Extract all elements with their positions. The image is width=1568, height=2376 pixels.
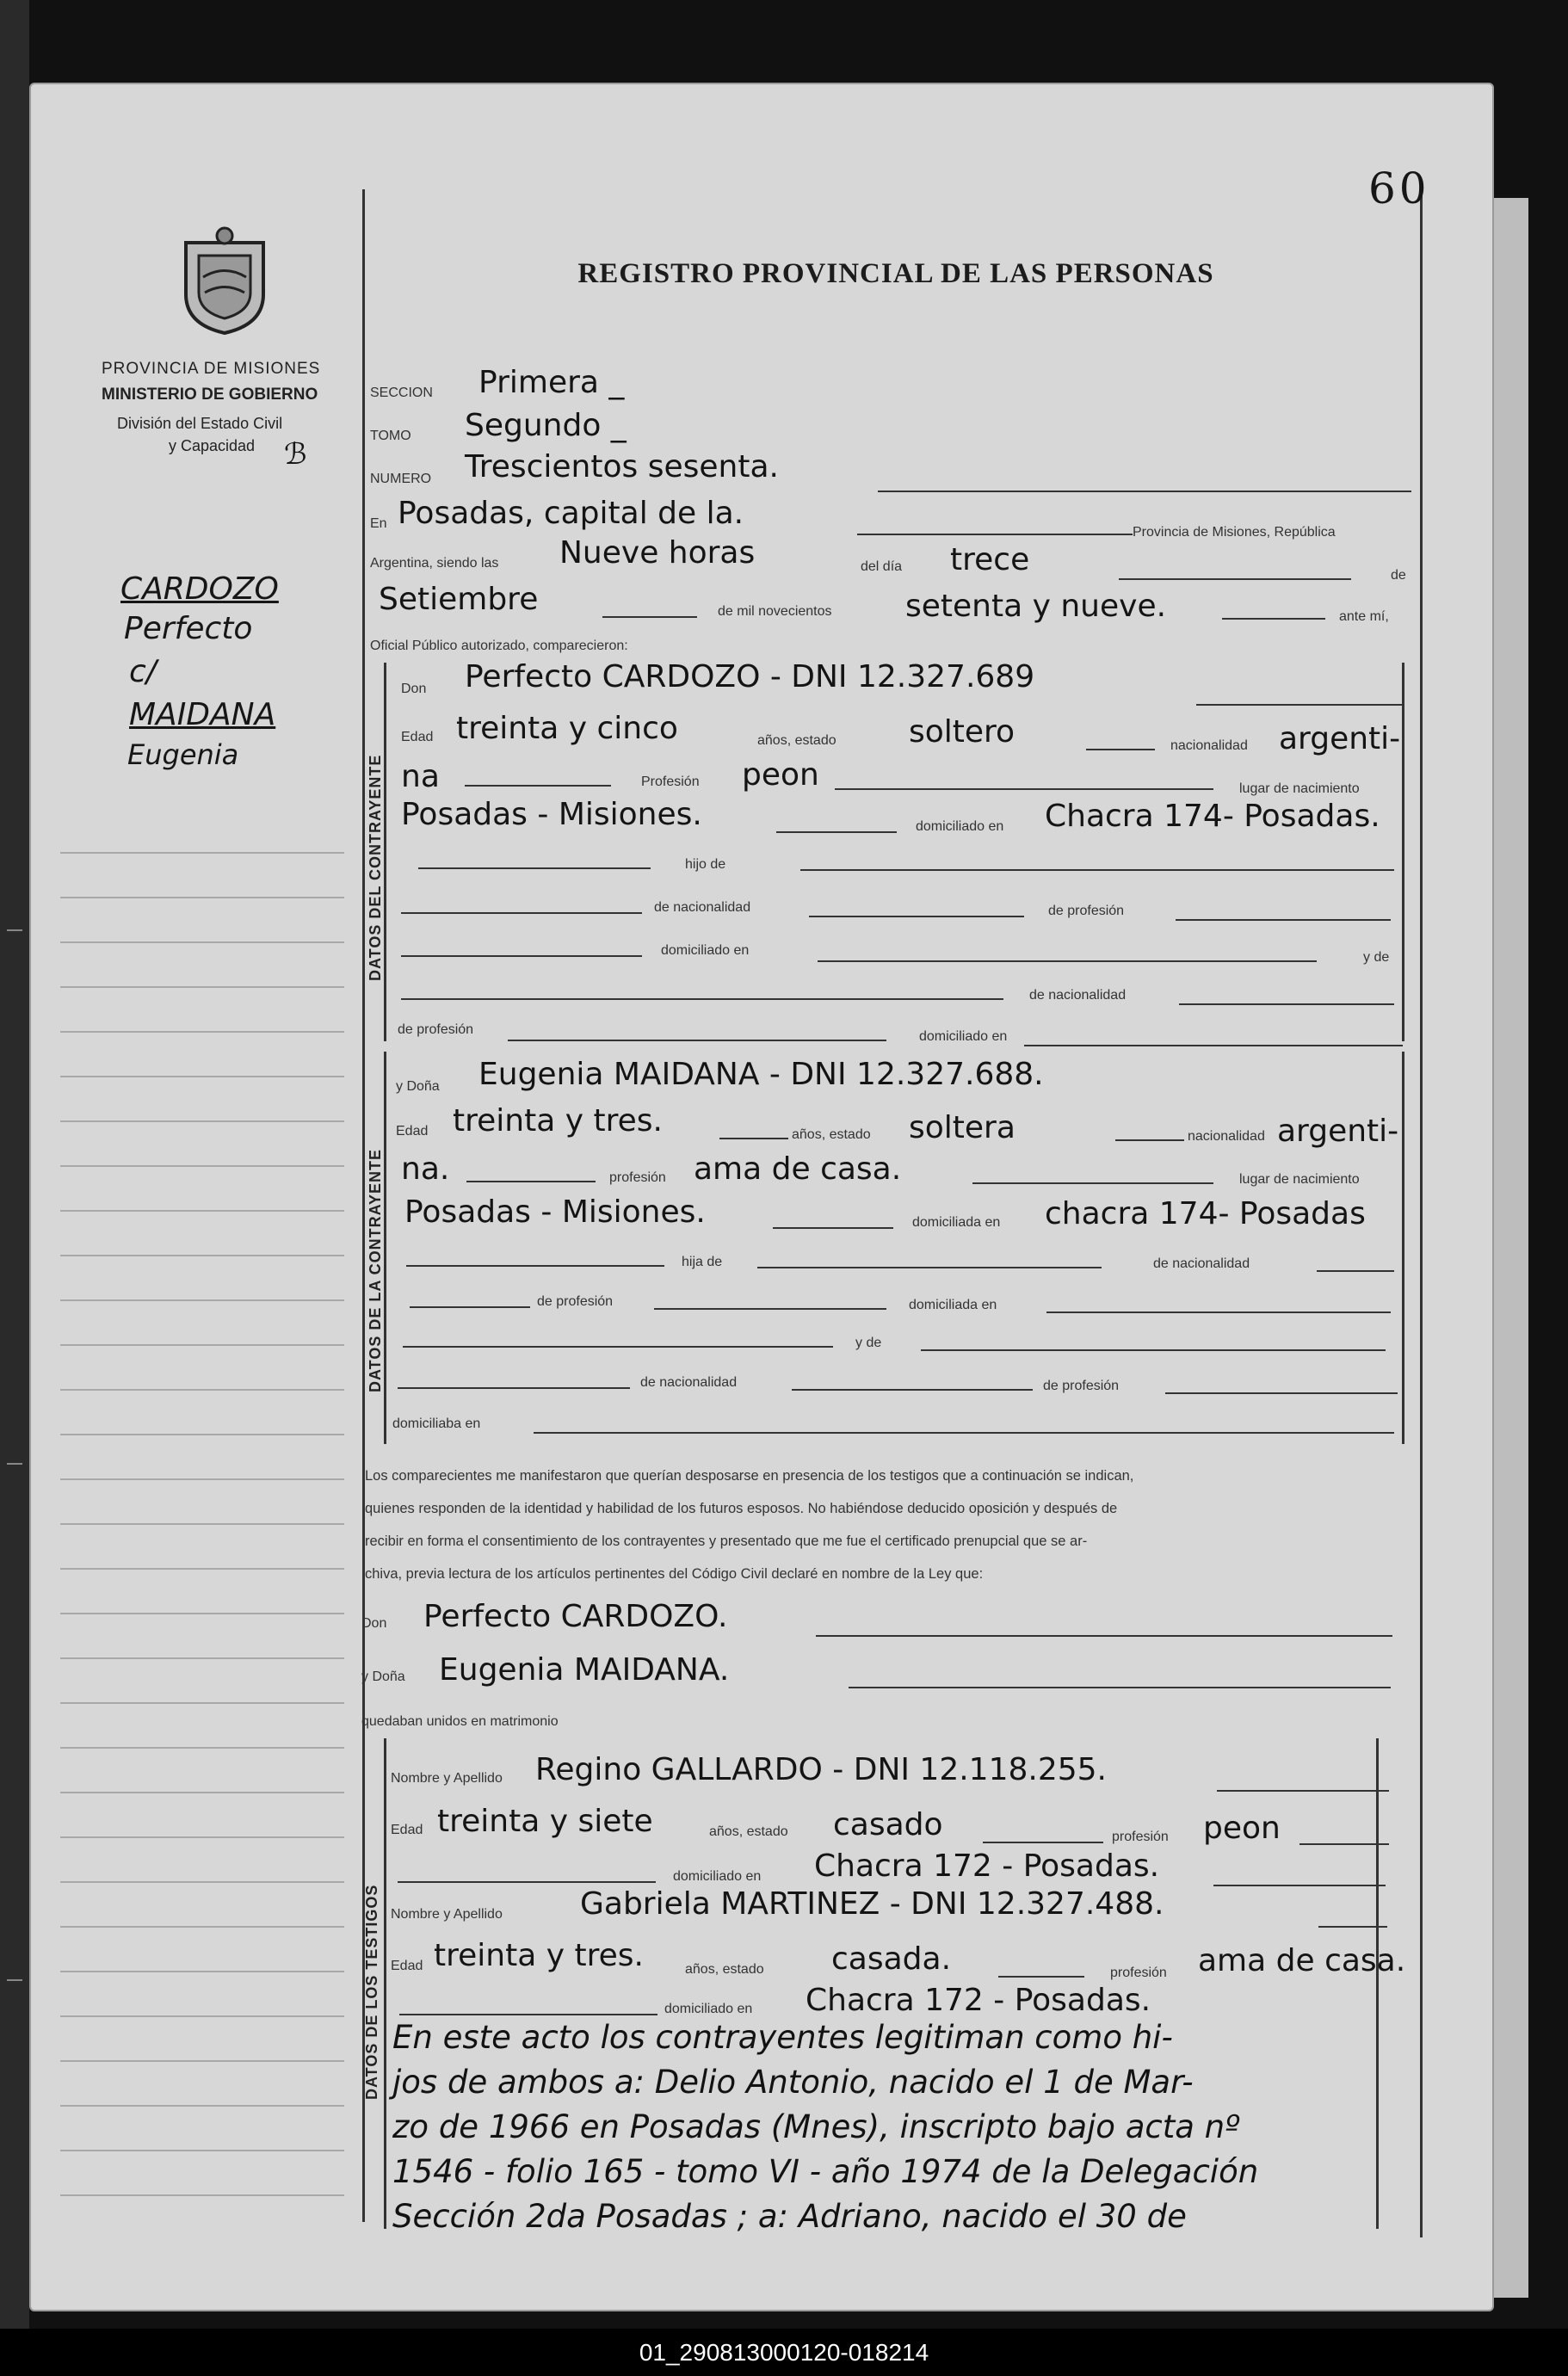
t1-domiciliado-label: domiciliado en [673,1869,762,1884]
tomo-value: Segundo _ [465,408,627,443]
note-line2: jos de ambos a: Delio Antonio, nacido el 1 de Mar- [392,2064,1194,2101]
initials-scribble-icon: ℬ [284,437,307,472]
t1-edad-label: Edad [391,1823,423,1837]
testigo1-profesion: peon [1203,1811,1281,1846]
blank-rule [1299,1843,1389,1845]
blank-rule [398,1881,656,1883]
testigo1-nombre: Regino GALLARDO - DNI 12.118.255. [535,1752,1107,1787]
de-nacionalidad3-label: de nacionalidad [1153,1256,1250,1271]
blank-rule [773,1227,893,1229]
blank-rule [1176,919,1391,921]
contrayente2-profesion: ama de casa. [694,1151,902,1187]
blank-rule [757,1267,1102,1268]
estado-rule [1086,749,1155,750]
y-de-label: y de [1363,950,1390,965]
note-line4: 1546 - folio 165 - tomo VI - año 1974 de la Delegación [392,2153,1259,2190]
dia-rule [1119,578,1351,580]
margin-note-connector: c/ [129,654,157,689]
contrayente2-estado: soltera [909,1110,1015,1145]
blank-rule [1115,1139,1184,1141]
declaration-line1: Los comparecientes me manifestaron que querían desposarse en presencia de los testigos que a continuación se indican, [365,1468,1134,1484]
contrayente2-lugar: Posadas - Misiones. [404,1194,706,1230]
note-line5: Sección 2da Posadas ; a: Adriano, nacido el 30 de [392,2198,1187,2235]
blank-rule [809,916,1024,917]
en-rule [857,534,1133,535]
blank-rule [800,869,1394,871]
hora-value: Nueve horas [559,535,756,571]
don-label: Don [401,682,427,696]
contrayente-profesion: peon [742,757,819,793]
anio-rule [1222,618,1325,620]
contrayente-nombre: Perfecto CARDOZO - DNI 12.327.689 [465,659,1035,694]
margin-note-surname1: CARDOZO [120,571,279,607]
blank-rule [1024,1045,1403,1046]
y-de2-label: y de [855,1336,882,1350]
margin-ledger-lines [60,809,344,2229]
testigo2-estado: casada. [831,1941,952,1977]
contrayente2-nacionalidad-cont: na. [401,1151,450,1187]
de-profesion4-label: de profesión [1043,1379,1120,1393]
declaration-line3: recibir en forma el consentimiento de los contrayentes y presentado que me fue el certificado prenupcial que se ar- [365,1534,1088,1549]
union-don-value: Perfecto CARDOZO. [423,1599,728,1634]
ministry-name: MINISTERIO DE GOBIERNO [102,386,318,404]
blank-rule [401,998,1003,1000]
de-nacionalidad-label: de nacionalidad [654,900,751,915]
blank-rule [398,1387,630,1389]
blank-rule [508,1040,886,1041]
testigo1-estado: casado [833,1807,943,1842]
t2-nombre-label: Nombre y Apellido [391,1907,503,1922]
anios-estado-label: años, estado [757,733,836,748]
anio-value: setenta y nueve. [905,589,1167,624]
nacionalidad-label: nacionalidad [1170,738,1248,753]
contrayente2-nombre: Eugenia MAIDANA - DNI 12.327.688. [478,1057,1044,1092]
blank-rule [719,1138,788,1139]
blank-rule [399,2014,657,2015]
contrayente-edad: treinta y cinco [456,711,678,746]
de-nacionalidad2-label: de nacionalidad [1029,988,1127,1003]
blank-rule [849,1687,1391,1688]
contrayente2-side-label: DATOS DE LA CONTRAYENTE [367,1148,384,1392]
profesion-label: Profesión [641,775,700,789]
blank-rule [401,912,642,914]
blank-rule [403,1346,833,1348]
blank-rule [1318,1926,1387,1928]
domiciliada-en-label: domiciliada en [909,1298,997,1312]
nacionalidad2-label: nacionalidad [1188,1129,1265,1144]
blank-rule [1213,1885,1386,1886]
profesion-rule [835,788,1213,790]
testigo2-edad: treinta y tres. [434,1938,644,1973]
contrayente-estado: soltero [909,714,1015,750]
blank-rule [792,1389,1033,1391]
division-line1: División del Estado Civil [117,415,283,432]
del-dia-label: del día [861,559,903,574]
de-mil-label: de mil novecientos [718,604,832,619]
blank-rule [972,1182,1213,1184]
blank-rule [998,1976,1084,1978]
note-line3: zo de 1966 en Posadas (Mnes), inscripto bajo acta nº [392,2108,1240,2145]
margin-note-name2: Eugenia [127,738,239,771]
en-label: En [370,516,387,531]
t2-domiciliado-label: domiciliado en [664,2002,753,2016]
contrayente2-domicilio: chacra 174- Posadas [1045,1196,1366,1231]
contrayente2-nacionalidad: argenti- [1277,1114,1399,1149]
nac-rule [465,785,611,787]
don-rule [1196,704,1403,706]
testigos-side-label: DATOS DE LOS TESTIGOS [363,1884,380,2100]
blank-rule [466,1181,596,1182]
seccion-value: Primera _ [478,365,625,400]
de-profesion2-label: de profesión [398,1022,474,1037]
de-nacionalidad4-label: de nacionalidad [640,1375,738,1390]
argentina-label: Argentina, siendo las [370,556,499,571]
de-label: de [1391,568,1406,583]
ante-mi-label: ante mí, [1339,609,1389,624]
mes-value: Setiembre [379,582,539,617]
blank-rule [410,1306,530,1308]
union-don-label: Don [361,1616,387,1631]
blank-rule [401,955,642,957]
domiciliado-en-label: domiciliado en [661,943,750,958]
dona-label: y Doña [396,1079,440,1094]
blank-rule [983,1842,1103,1843]
margin-note-surname2: MAIDANA [129,697,276,732]
testigo2-nombre: Gabriela MARTINEZ - DNI 12.327.488. [580,1886,1164,1922]
en-value: Posadas, capital de la. [398,496,744,531]
dia-value: trece [950,542,1030,577]
quedaban-label: quedaban unidos en matrimonio [361,1714,559,1729]
lugar-label: lugar de nacimiento [1239,781,1360,796]
domiciliada-label: domiciliada en [912,1215,1001,1230]
edad-label: Edad [401,730,434,744]
blank-rule [418,867,651,869]
anios-estado2-label: años, estado [792,1127,871,1142]
de-profesion3-label: de profesión [537,1294,614,1309]
blank-rule [1317,1270,1394,1272]
division-line2: y Capacidad [169,437,256,454]
t2-anios-label: años, estado [685,1962,764,1977]
testigo1-domicilio: Chacra 172 - Posadas. [814,1848,1160,1884]
contrayente-nacionalidad: argenti- [1279,721,1401,756]
blank-rule [921,1349,1386,1351]
testigo1-edad: treinta y siete [437,1804,653,1839]
book-spine [0,0,29,2376]
t1-nombre-label: Nombre y Apellido [391,1771,503,1786]
domiciliado-label: domiciliado en [916,819,1004,834]
contrayente-lugar: Posadas - Misiones. [401,797,702,832]
testigo2-domicilio: Chacra 172 - Posadas. [806,1983,1151,2018]
blank-rule [1165,1392,1398,1394]
provincia-label: Provincia de Misiones, República [1133,525,1336,540]
edad2-label: Edad [396,1124,429,1139]
domiciliaba-label: domiciliaba en [392,1416,481,1431]
t1-anios-label: años, estado [709,1824,788,1839]
lugar-rule [776,831,897,833]
image-id-footer: 01_290813000120-018214 [0,2329,1568,2376]
numero-value: Trescientos sesenta. [465,449,779,484]
contrayente-domicilio: Chacra 174- Posadas. [1045,799,1380,834]
de-profesion-label: de profesión [1048,904,1125,918]
note-line1: En este acto los contrayentes legitiman como hi- [392,2019,1173,2056]
hijo-de-label: hijo de [685,857,726,872]
union-dona-value: Eugenia MAIDANA. [439,1652,730,1688]
hija-de-label: hija de [682,1255,723,1269]
blank-rule [818,960,1317,962]
numero-rule [878,491,1411,492]
mes-rule [602,616,697,618]
margin-note-name1: Perfecto [124,611,253,646]
blank-rule [534,1432,1394,1434]
declaration-line2: quienes responden de la identidad y habilidad de los futuros esposos. No habiéndose deducido oposición y después de [365,1501,1118,1516]
page-edge [1494,198,1528,2298]
seccion-label: SECCION [370,386,433,400]
blank-rule [406,1265,664,1267]
province-name: PROVINCIA DE MISIONES [102,360,321,378]
contrayente-side-label: DATOS DEL CONTRAYENTE [367,754,384,981]
contrayente-nacionalidad-cont: na [401,759,440,794]
numero-label: NUMERO [370,472,432,486]
contrayente2-edad: treinta y tres. [453,1103,663,1139]
blank-rule [654,1308,886,1310]
blank-rule [816,1635,1392,1637]
testigo2-profesion: ama de casa. [1198,1943,1406,1978]
blank-rule [1217,1790,1389,1792]
profesion2-label: profesión [609,1170,666,1185]
domiciliado2-label: domiciliado en [919,1029,1008,1044]
tomo-label: TOMO [370,429,411,443]
blank-rule [1179,1003,1394,1005]
declaration-line4: chiva, previa lectura de los artículos pertinentes del Código Civil declaré en nombre de la Ley que: [365,1566,984,1582]
page-number: 60 [1368,164,1430,213]
t2-edad-label: Edad [391,1959,423,1973]
union-dona-label: y Doña [361,1669,405,1684]
blank-rule [1046,1311,1391,1313]
oficial-label: Oficial Público autorizado, comparecieron: [370,639,628,653]
lugar2-label: lugar de nacimiento [1239,1172,1360,1187]
t1-profesion-label: profesión [1112,1830,1169,1844]
t2-profesion-label: profesión [1110,1966,1167,1980]
right-border-line [1420,189,1423,2237]
page-title: REGISTRO PROVINCIAL DE LAS PERSONAS [577,258,1214,289]
